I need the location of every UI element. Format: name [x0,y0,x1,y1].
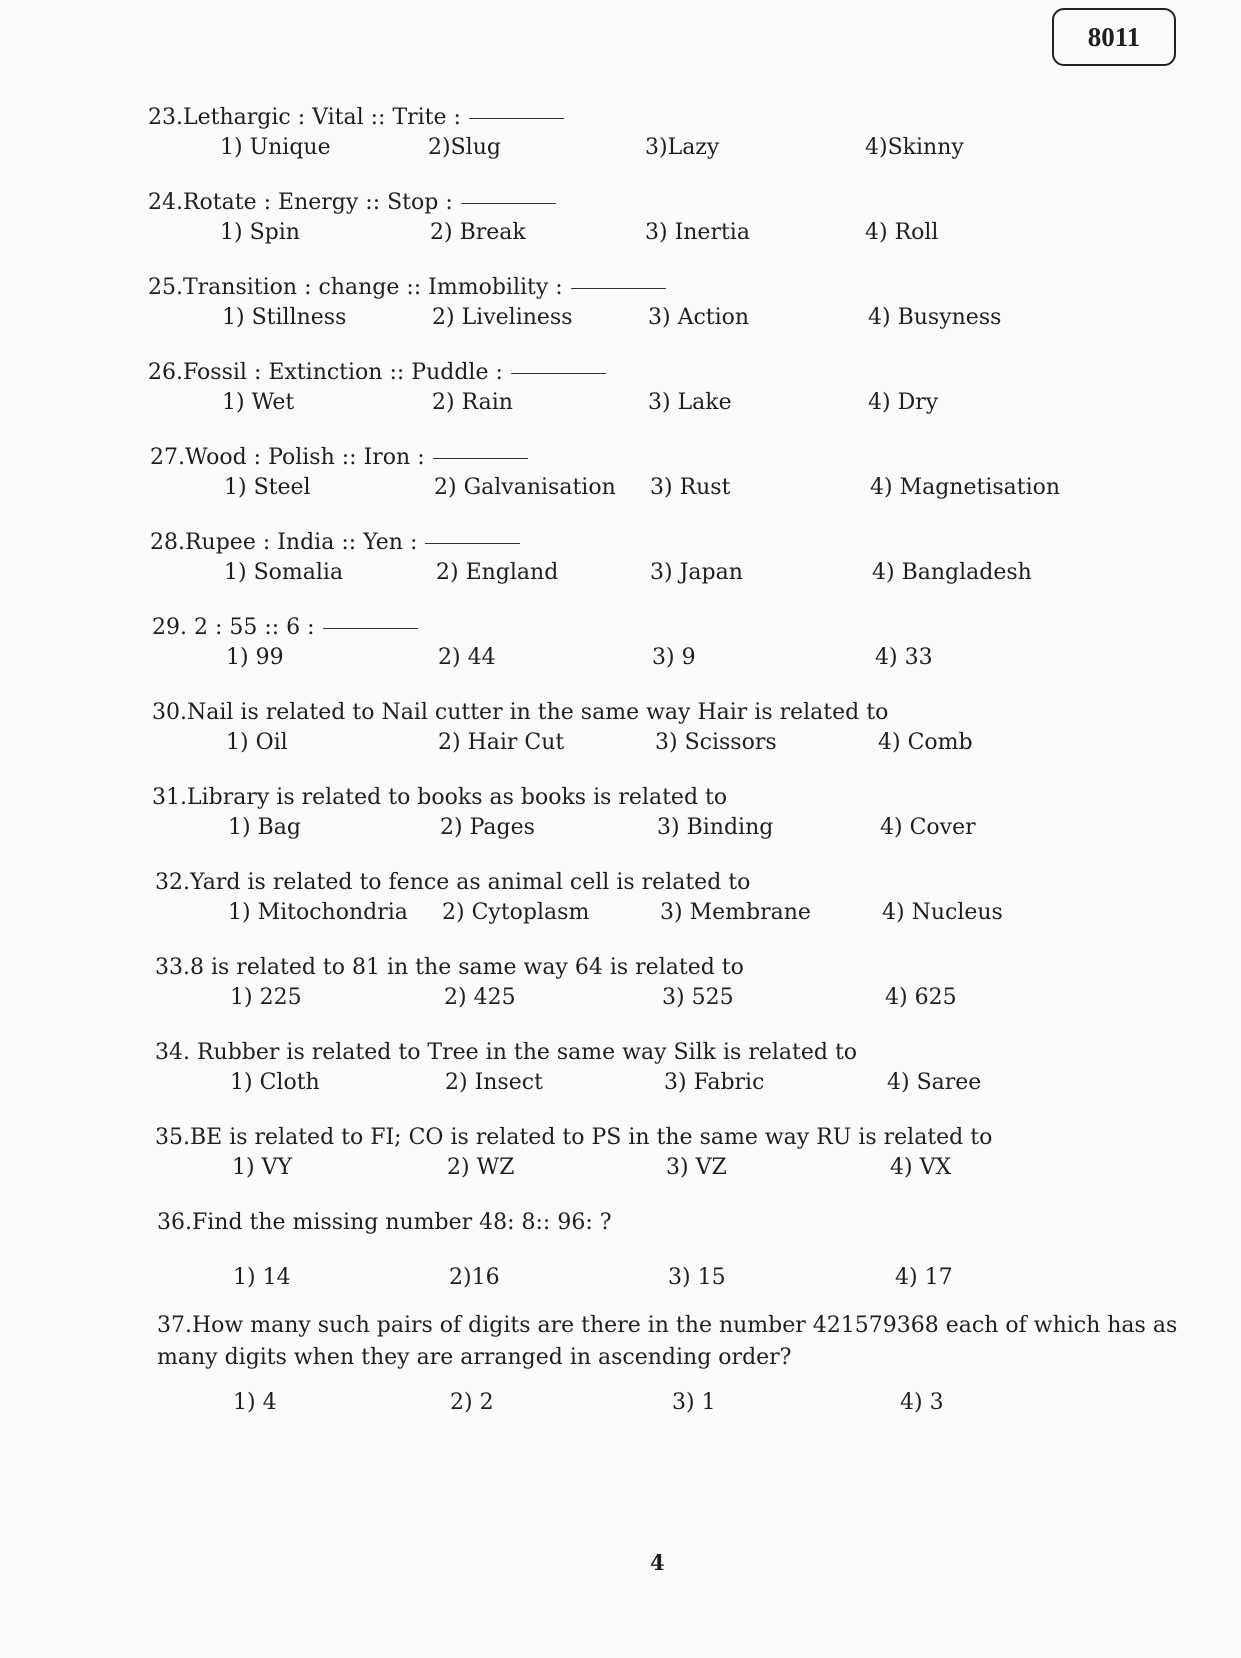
answer-blank [323,627,418,629]
question-stem [157,1310,1187,1374]
question-text: 30.Nail is related to Nail cutter in the same way Hair is related to [152,700,889,725]
option-3: 3) 1 [672,1390,716,1415]
option-3: 3) 15 [668,1265,726,1290]
question-stem [155,955,744,980]
option-1: 1) 225 [230,985,302,1010]
option-3: 3) VZ [666,1155,727,1180]
option-4: 4) 33 [875,645,933,670]
question-text: 32.Yard is related to fence as animal cell is related to [155,870,751,895]
question-stem [152,615,418,640]
option-2: 2) Cytoplasm [442,900,590,925]
option-1: 1) Cloth [230,1070,320,1095]
option-2: 2) Hair Cut [438,730,565,755]
option-2: 2) Pages [440,815,535,840]
option-1: 1) 14 [233,1265,291,1290]
option-2: 2) 2 [450,1390,494,1415]
option-1: 1) VY [232,1155,292,1180]
question-text: 33.8 is related to 81 in the same way 64 is related to [155,955,744,980]
option-1: 1) Wet [222,390,295,415]
question-stem [152,700,888,725]
option-4: 4) Magnetisation [870,475,1061,500]
answer-blank [425,542,520,544]
option-1: 1) 4 [233,1390,277,1415]
option-2: 2) Break [430,220,526,245]
question-text: 26.Fossil : Extinction :: Puddle : [148,360,503,385]
option-2: 2) 44 [438,645,496,670]
option-1: 1) Steel [224,475,311,500]
option-4: 4) 3 [900,1390,944,1415]
option-3: 3)Lazy [645,135,720,160]
question-stem [150,530,520,555]
question-stem [148,190,556,215]
option-4: 4) Busyness [868,305,1002,330]
question-text: 37.How many such pairs of digits are there in the number 421579368 each of which has as many digits when they are arranged in ascending order? [157,1313,1178,1370]
option-3: 3) Rust [650,475,731,500]
question-stem [148,360,606,385]
option-1: 1) Stillness [222,305,347,330]
question-text: 25.Transition : change :: Immobility : [148,275,563,300]
option-4: 4) Roll [865,220,939,245]
answer-blank [511,372,606,374]
question-stem [150,445,528,470]
option-2: 2)16 [449,1265,500,1290]
answer-blank [469,117,564,119]
question-text: 29. 2 : 55 :: 6 : [152,615,315,640]
option-1: 1) 99 [226,645,284,670]
paper-code: 8011 [1052,8,1176,66]
answer-blank [461,202,556,204]
option-4: 4) Cover [880,815,976,840]
question-text: 28.Rupee : India :: Yen : [150,530,418,555]
option-3: 3) Japan [650,560,743,585]
answer-blank [433,457,528,459]
option-4: 4) VX [890,1155,952,1180]
question-text: 35.BE is related to FI; CO is related to PS in the same way RU is related to [155,1125,993,1150]
option-1: 1) Spin [220,220,300,245]
option-3: 3) Binding [657,815,774,840]
option-2: 2) England [436,560,559,585]
question-stem [152,785,727,810]
question-text: 31.Library is related to books as books is related to [152,785,728,810]
option-4: 4) Bangladesh [872,560,1032,585]
option-4: 4) Dry [868,390,939,415]
option-3: 3) Membrane [660,900,811,925]
option-2: 2) Galvanisation [434,475,616,500]
option-1: 1) Oil [226,730,288,755]
question-stem [157,1210,612,1235]
option-1: 1) Unique [220,135,331,160]
question-stem [155,870,750,895]
question-text: 34. Rubber is related to Tree in the same way Silk is related to [155,1040,858,1065]
option-2: 2) Rain [432,390,513,415]
question-stem [148,105,564,130]
option-3: 3) 525 [662,985,734,1010]
option-1: 1) Mitochondria [228,900,408,925]
question-text: 36.Find the missing number 48: 8:: 96: ? [157,1210,612,1235]
question-text: 23.Lethargic : Vital :: Trite : [148,105,461,130]
option-4: 4) Saree [887,1070,982,1095]
question-stem [155,1125,992,1150]
option-4: 4)Skinny [865,135,964,160]
option-2: 2) WZ [447,1155,515,1180]
option-1: 1) Bag [228,815,301,840]
option-1: 1) Somalia [224,560,344,585]
answer-blank [571,287,666,289]
option-2: 2) Liveliness [432,305,573,330]
page-number: 4 [650,1550,665,1575]
question-stem [148,275,666,300]
option-2: 2)Slug [428,135,501,160]
option-4: 4) Comb [878,730,973,755]
option-3: 3) 9 [652,645,696,670]
option-3: 3) Fabric [664,1070,765,1095]
option-3: 3) Inertia [645,220,750,245]
option-4: 4) Nucleus [882,900,1003,925]
option-3: 3) Scissors [655,730,777,755]
option-2: 2) 425 [444,985,516,1010]
question-stem [155,1040,857,1065]
option-3: 3) Action [648,305,750,330]
option-2: 2) Insect [445,1070,543,1095]
option-4: 4) 17 [895,1265,953,1290]
option-3: 3) Lake [648,390,732,415]
question-text: 27.Wood : Polish :: Iron : [150,445,425,470]
question-text: 24.Rotate : Energy :: Stop : [148,190,453,215]
option-4: 4) 625 [885,985,957,1010]
